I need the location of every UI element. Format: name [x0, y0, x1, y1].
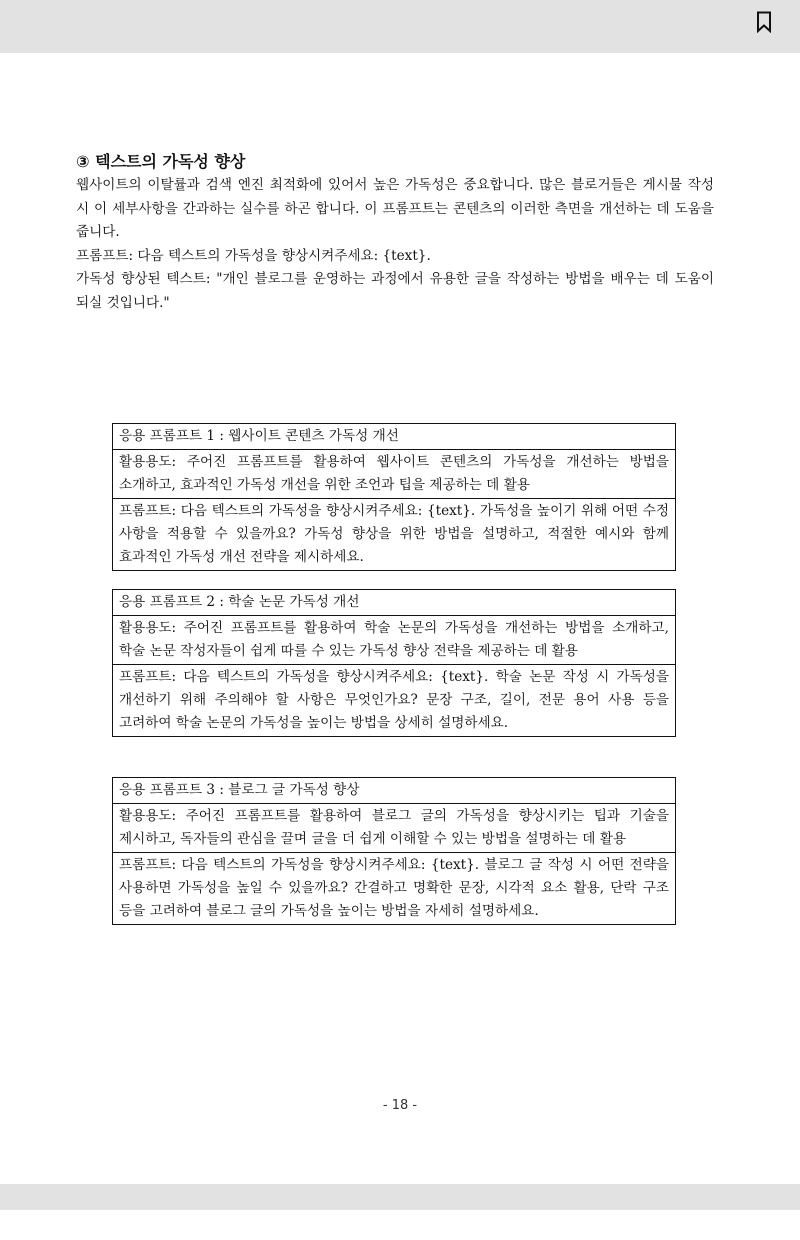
box-title: 응용 프롬프트 2 : 학술 논문 가독성 개선	[119, 594, 360, 610]
box-prompt: 프롬프트: 다음 텍스트의 가독성을 향상시켜주세요: {text}. 블로그 글 작성 시 어떤 전략을 사용하면 가독성을 높일 수 있을까요? 간결하고 명확한 문장, 시각적 요소 활용, 단락 구조 등을 고려하여 블로그 글의 가독성을 높이는 방법을 자세히 설명하세요.	[113, 852, 675, 924]
prompt-paragraph: 프롬프트: 다음 텍스트의 가독성을 향상시켜주세요: {text}.	[76, 247, 431, 264]
section-heading: ③ 텍스트의 가독성 향상	[76, 152, 246, 171]
box-usage: 활용용도: 주어진 프롬프트를 활용하여 학술 논문의 가독성을 개선하는 방법을 소개하고, 학술 논문 작성자들이 쉽게 따를 수 있는 가독성 향상 전략을 제공하는 데 활용	[113, 615, 675, 664]
box-prompt: 프롬프트: 다음 텍스트의 가독성을 향상시켜주세요: {text}. 학술 논문 작성 시 가독성을 개선하기 위해 주의해야 할 사항은 무엇인가요? 문장 구조, 길이, 전문 용어 사용 등을 고려하여 학술 논문의 가독성을 높이는 방법을 상세히 설명하세요.	[113, 664, 675, 736]
box-usage: 활용용도: 주어진 프롬프트를 활용하여 웹사이트 콘텐츠의 가독성을 개선하는 방법을 소개하고, 효과적인 가독성 개선을 위한 조언과 팁을 제공하는 데 활용	[113, 449, 675, 498]
reader-bottom-bar	[0, 1184, 800, 1210]
page-number: - 18 -	[382, 1098, 418, 1113]
applied-prompt-box-3	[112, 777, 676, 925]
intro-paragraph: 웹사이트의 이탈률과 검색 엔진 최적화에 있어서 높은 가독성은 중요합니다. 많은 블로거들은 게시물 작성 시 이 세부사항을 간과하는 실수를 하곤 합니다. 이 프롬프트는 콘텐츠의 이러한 측면을 개선하는 데 도움을 줍니다.	[76, 177, 714, 240]
box-title: 응용 프롬프트 3 : 블로그 글 가독성 향상	[119, 782, 360, 798]
reader-toolbar	[0, 0, 800, 53]
applied-prompt-box-1	[112, 423, 676, 571]
bookmark-icon[interactable]	[756, 11, 772, 33]
box-prompt: 프롬프트: 다음 텍스트의 가독성을 향상시켜주세요: {text}. 가독성을 높이기 위해 어떤 수정 사항을 적용할 수 있을까요? 가독성 향상을 위한 방법을 설명하고, 적절한 예시와 함께 효과적인 가독성 개선 전략을 제시하세요.	[113, 498, 675, 570]
example-paragraph: 가독성 향상된 텍스트: "개인 블로그를 운영하는 과정에서 유용한 글을 작성하는 방법을 배우는 데 도움이 되실 것입니다."	[76, 271, 714, 311]
box-title: 응용 프롬프트 1 : 웹사이트 콘텐츠 가독성 개선	[119, 428, 399, 444]
box-usage: 활용용도: 주어진 프롬프트를 활용하여 블로그 글의 가독성을 향상시키는 팁과 기술을 제시하고, 독자들의 관심을 끌며 글을 더 쉽게 이해할 수 있는 방법을 설명하는 데 활용	[113, 803, 675, 852]
page-content	[76, 150, 714, 315]
applied-prompt-box-2	[112, 589, 676, 737]
